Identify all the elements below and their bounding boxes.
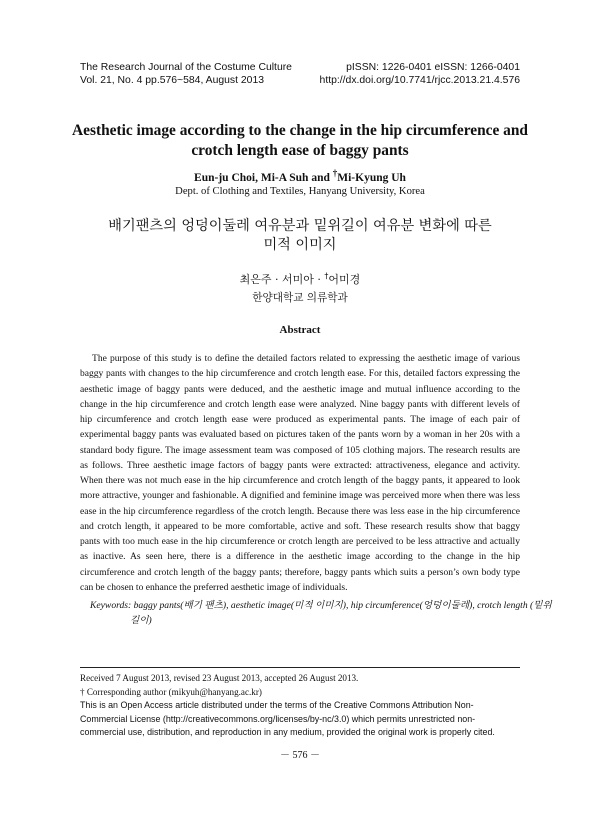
page-number: － 576 －	[280, 750, 320, 761]
korean-authors-main: 최은주 · 서미아 ·	[239, 273, 321, 286]
title-line-2: crotch length ease of baggy pants	[191, 142, 409, 159]
doi-link[interactable]: http://dx.doi.org/10.7741/rjcc.2013.21.4.576	[319, 74, 520, 86]
korean-title-line-1: 배기팬츠의 엉덩이둘레 여유분과 밑위길이 여유분 변화에 따른	[108, 218, 492, 234]
korean-title-line-2: 미적 이미지	[263, 237, 337, 253]
footnotes	[80, 672, 520, 740]
keywords	[90, 598, 560, 628]
abstract-heading: Abstract	[279, 324, 321, 336]
abstract-body: The purpose of this study is to define the detailed factors related to expressing the aesthetic image of various baggy pants with changes to the hip circumference and crotch length ease. For this, detailed factors expressing the aesthetic image of baggy pants were deduced, and the aesthetic image and mutual influence according to the change in the hip circumference and crotch length ease were analyzed. Nine baggy pants with different levels of hip circumference and crotch length ease were produced as experimental pants. The image of each pair of experimental baggy pants was evaluated based on pictures taken of the pants worn by a woman in her 20s with a standard body figure. The image assessment team was composed of 105 clothing majors. The research results are as follows. Three aesthetic image factors of baggy pants were extracted: attractiveness, elegance and activity. When there was not much ease in the hip circumference and crotch length of the baggy pants, it appeared to look more attractive, younger and fashionable. A dignified and feminine image was perceived more when there was less ease in the hip circumference regardless of the crotch length. Because there was less ease in the hip circumference and crotch length, it appeared to be more comfortable, active and soft. These research results show that baggy pants with too much ease in the hip circumference or crotch length are perceived to be less attractive and actually as inactive. As seen here, there is a difference in the aesthetic image according to the change in the hip circumference and crotch length of the baggy pants; therefore, baggy pants which suits a person’s own body type can be chosen to enhance the preferred aesthetic image of individuals.	[80, 353, 520, 593]
received-dates: Received 7 August 2013, revised 23 August 2013, accepted 26 August 2013.	[80, 673, 359, 683]
volume-info: Vol. 21, No. 4 pp.576~584, August 2013	[80, 74, 265, 86]
corresponding-author: Mi-Kyung Uh	[337, 171, 406, 184]
keywords-text: baggy pants(배기 팬츠), aesthetic image(미적 이미지), hip circumference(엉덩이둘레), crotch length (밑위길이)	[130, 600, 552, 626]
korean-dagger-mark: †	[324, 271, 329, 281]
affiliation: Dept. of Clothing and Textiles, Hanyang University, Korea	[175, 186, 425, 197]
license-notice: This is an Open Access article distributed under the terms of the Creative Commons Attribution Non-Commercial License (http://creativecommons.org/licenses/by-nc/3.0) which permits unrestricted non-commercial use, distribution, and reproduction in any medium, provided the original work is properly cited.	[80, 700, 495, 737]
korean-title	[60, 217, 540, 255]
author-list	[60, 168, 540, 184]
journal-name: The Research Journal of the Costume Culture	[80, 62, 292, 73]
title-line-1: Aesthetic image according to the change in the hip circumference and	[72, 122, 528, 139]
korean-affiliation: 한양대학교 의류학과	[252, 292, 348, 304]
footnote-divider	[80, 667, 520, 668]
authors-main: Eun-ju Choi, Mi-A Suh and	[194, 171, 330, 184]
paper-title	[60, 121, 540, 161]
corresponding-footnote: † Corresponding author (mikyuh@hanyang.ac.kr)	[80, 686, 262, 697]
dagger-mark: †	[332, 168, 338, 178]
korean-author-list	[60, 271, 540, 287]
korean-corresponding-author: 어미경	[328, 273, 361, 286]
keywords-label: Keywords:	[90, 600, 132, 611]
running-header	[80, 62, 520, 87]
issn: pISSN: 1226-0401 eISSN: 1266-0401	[346, 62, 520, 73]
